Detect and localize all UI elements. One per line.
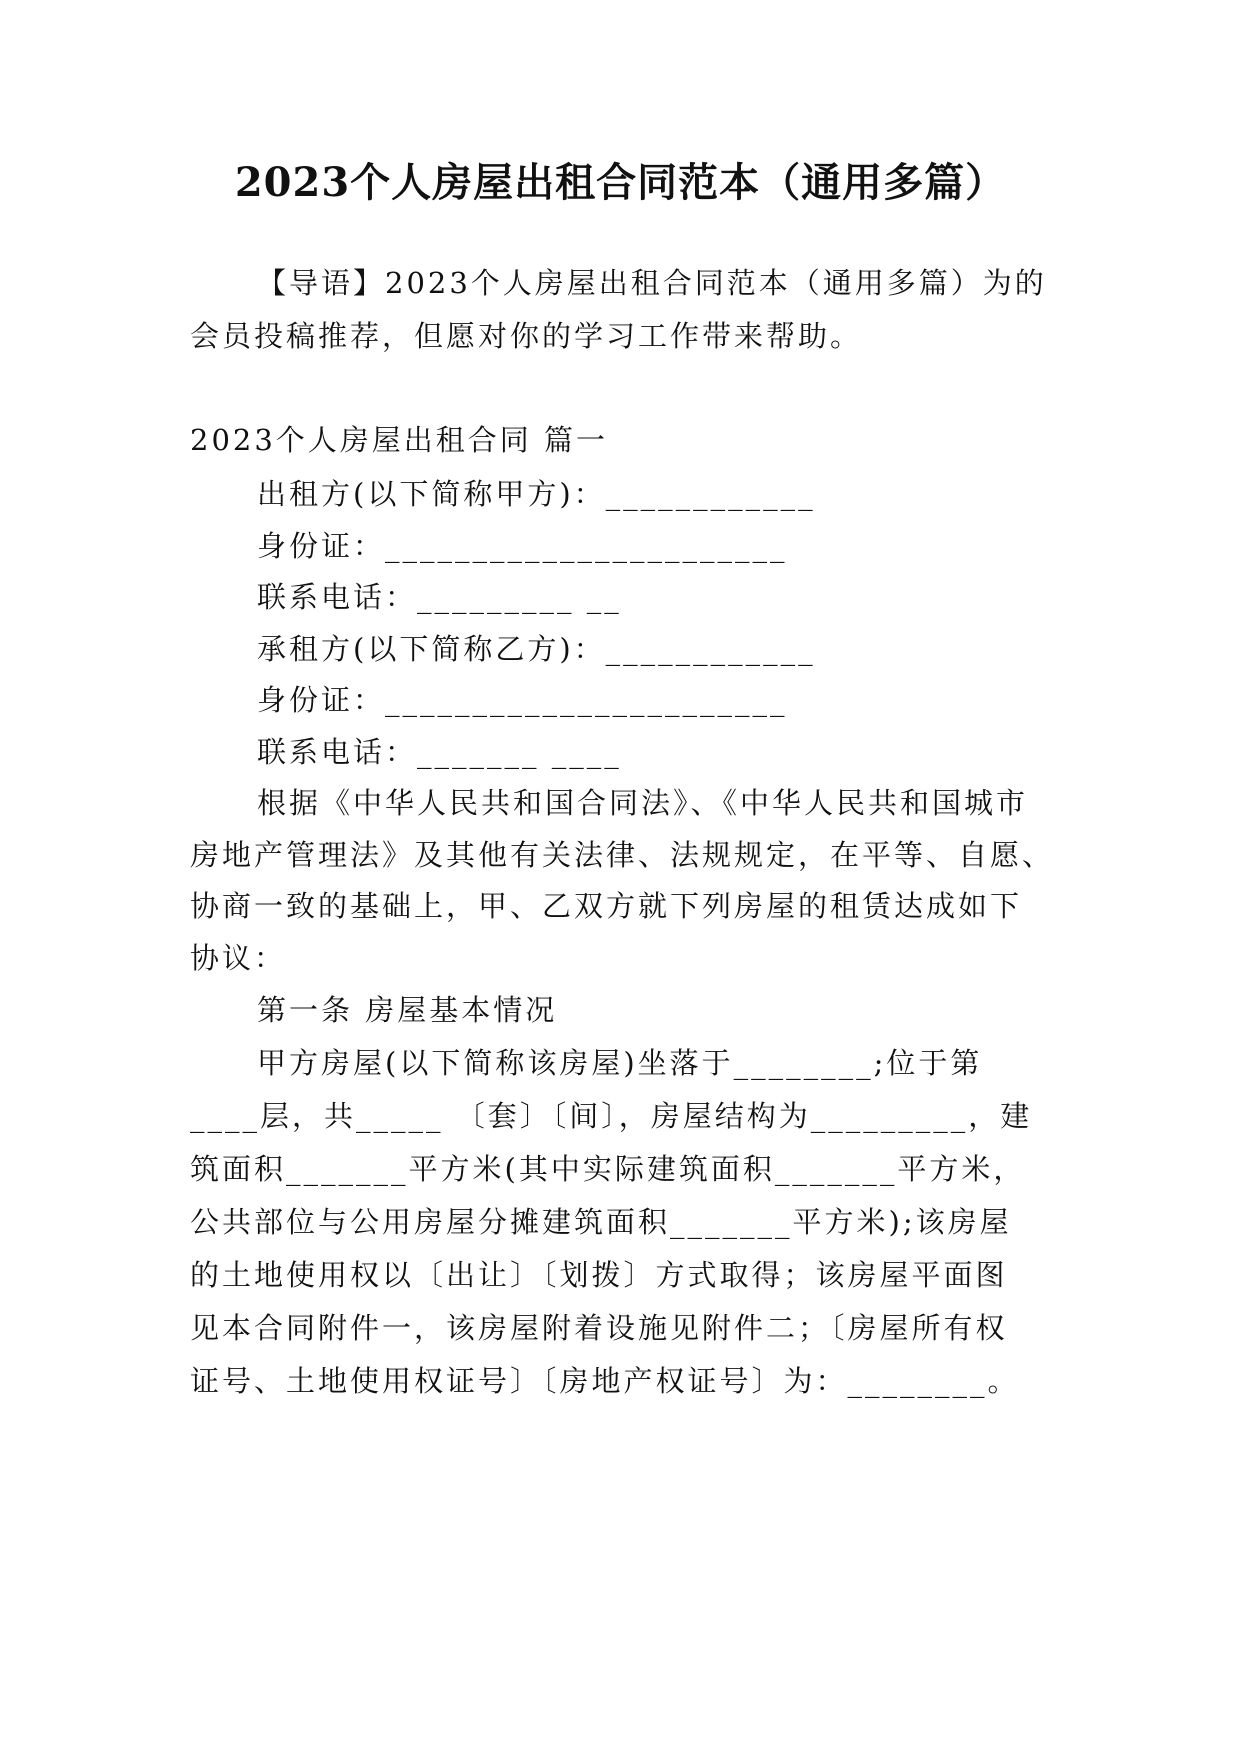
document-title: 2023个人房屋出租合同范本（通用多篇） [234,159,1007,206]
article1-line-3: 筑面积_______平方米(其中实际建筑面积_______平方米， [190,1152,1026,1186]
lessee-phone-field: 联系电话：_______ ____ [257,735,622,769]
article1-line-6: 见本合同附件一，该房屋附着设施见附件二；〔房屋所有权 [190,1311,1008,1345]
intro-line-1: 【导语】2023个人房屋出租合同范本（通用多篇）为的 [257,266,1047,300]
article1-line-5: 的土地使用权以〔出让〕〔划拨〕方式取得；该房屋平面图 [190,1258,1008,1292]
basis-line-4: 协议： [190,941,287,975]
lessor-phone-field: 联系电话：_________ __ [257,580,622,614]
article1-line-1: 甲方房屋(以下简称该房屋)坐落于________;位于第 [257,1046,983,1080]
lessee-field: 承租方(以下简称乙方)：____________ [257,632,816,666]
article1-line-4: 公共部位与公用房屋分摊建筑面积_______平方米);该房屋 [190,1205,1012,1239]
lessor-field: 出租方(以下简称甲方)：____________ [257,477,816,511]
intro-line-2: 会员投稿推荐，但愿对你的学习工作带来帮助。 [190,319,863,353]
basis-line-1: 根据《中华人民共和国合同法》、《中华人民共和国城市 [257,786,1029,820]
article1-heading: 第一条 房屋基本情况 [257,993,558,1027]
basis-line-3: 协商一致的基础上，甲、乙双方就下列房屋的租赁达成如下 [190,889,1023,923]
article1-line-7: 证号、土地使用权证号〕〔房地产权证号〕为：________。 [190,1364,1020,1398]
basis-line-2: 房地产管理法》及其他有关法律、法规规定，在平等、自愿、 [190,838,1055,872]
section-heading: 2023个人房屋出租合同 篇一 [190,423,609,457]
article1-line-2: ____层，共_____ 〔套〕〔间〕，房屋结构为_________，建 [190,1099,1033,1133]
lessor-id-field: 身份证：_______________________ [257,529,788,563]
lessee-id-field: 身份证：_______________________ [257,683,788,717]
